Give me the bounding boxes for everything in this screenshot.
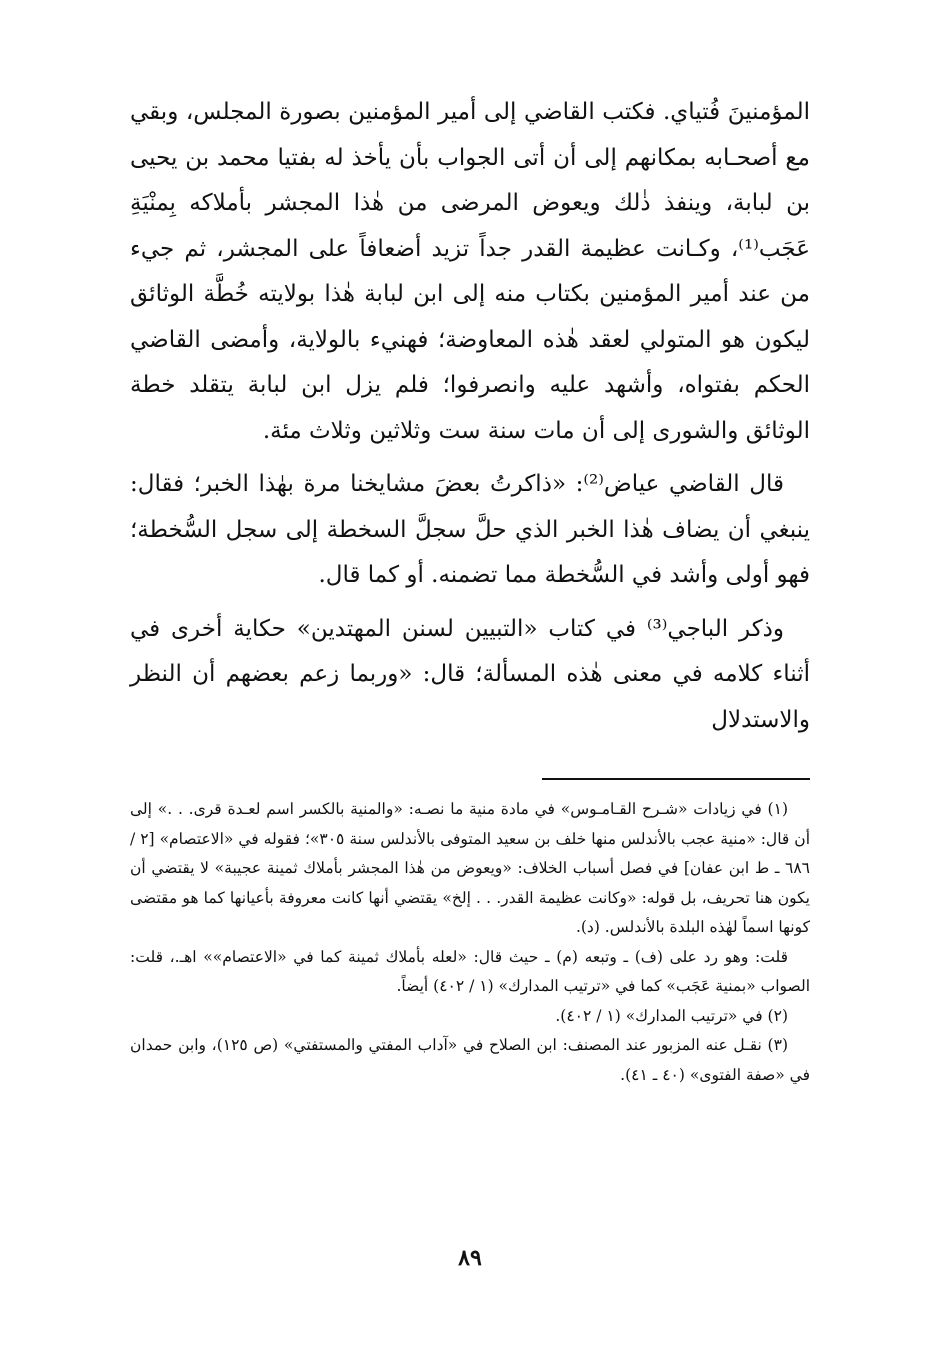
book-page bbox=[130, 90, 810, 1290]
footnote-2: (٢) في «ترتيب المدارك» (١ / ٤٠٢). bbox=[555, 1006, 788, 1025]
footnote-1: (١) في زيادات «شـرح القـامـوس» في مادة منية ما نصـه: «والمنية بالكسر اسم لعـدة قرى. . .» إلى أن قال: «منية عجب بالأندلس منها خلف بن سعيد المتوفى بالأندلس سنة ٣٠٥»؛ فقوله في «الاعتصام» [٢ / ٦٨٦ ـ ط ابن عفان] في فصل أسباب الخلاف: «ويعوض من هٰذا المجشر بأملاك ثمينة عجيبة» لا يقتضي أن يكون هنا تحريف، بل قوله: «وكانت عظيمة القدر. . . إلخ» يقتضي أنها كانت معروفة بأعيانها كما هو مقتضى كونها اسماً لهٰذه البلدة بالأندلس. (د). bbox=[130, 800, 811, 936]
footnote-3: (٣) نقـل عنه المزبور عند المصنف: ابن الصلاح في «آداب المفتي والمستفتي» (ص ١٢٥)، وابن حمدان في «صفة الفتوى» (٤٠ ـ ٤١). bbox=[130, 1036, 810, 1084]
footnote-divider bbox=[542, 778, 810, 780]
page-number: ٨٩ bbox=[458, 1245, 482, 1271]
main-paragraph-2: قال القاضي عياض⁽²⁾: «ذاكرتُ بعضَ مشايخنا مرة بهٰذا الخبر؛ فقال: ينبغي أن يضاف هٰذا الخبر الذي حلَّ سجلَّ السخطة إلى سجل السُّخطة؛ فهو أولى وأشد في السُّخطة مما تضمنه. أو كما قال. bbox=[130, 471, 810, 588]
main-text bbox=[130, 90, 810, 743]
main-paragraph-1: المؤمنينَ فُتياي. فكتب القاضي إلى أمير المؤمنين بصورة المجلس، وبقي مع أصحـابه بمكانهم إلى أن أتى الجواب بأن يأخذ له بفتيا محمد بن يحيى بن لبابة، وينفذ ذٰلك ويعوض المرضى من هٰذا المجشر بأملاكه بِمنْيَةِ عَجَب⁽¹⁾، وكـانت عظيمة القدر جداً تزيد أضعافاً على المجشر، ثم جيء من عند أمير المؤمنين بكتاب منه إلى ابن لبابة هٰذا بولايته خُطَّة الوثائق ليكون هو المتولي لعقد هٰذه المعاوضة؛ فهنيء بالولاية، وأمضى القاضي الحكم بفتواه، وأشهد عليه وانصرفوا؛ فلم يزل ابن لبابة يتقلد خطة الوثائق والشورى إلى أن مات سنة ست وثلاثين وثلاث مئة. bbox=[130, 99, 810, 444]
footnote-1-continued: قلت: وهو رد على (ف) ـ وتبعه (م) ـ حيث قال: «لعله بأملاك ثمينة كما في «الاعتصام»» اهـ.، قلت: الصواب «بمنية عَجَب» كما في «ترتيب المدارك» (١ / ٤٠٢) أيضاً. bbox=[130, 947, 810, 995]
footnotes bbox=[130, 795, 810, 1090]
main-paragraph-3: وذكر الباجي⁽³⁾ في كتاب «التبيين لسنن المهتدين» حكاية أخرى في أثناء كلامه في معنى هٰذه المسألة؛ قال: «وربما زعم بعضهم أن النظر والاستدلال bbox=[130, 615, 810, 733]
